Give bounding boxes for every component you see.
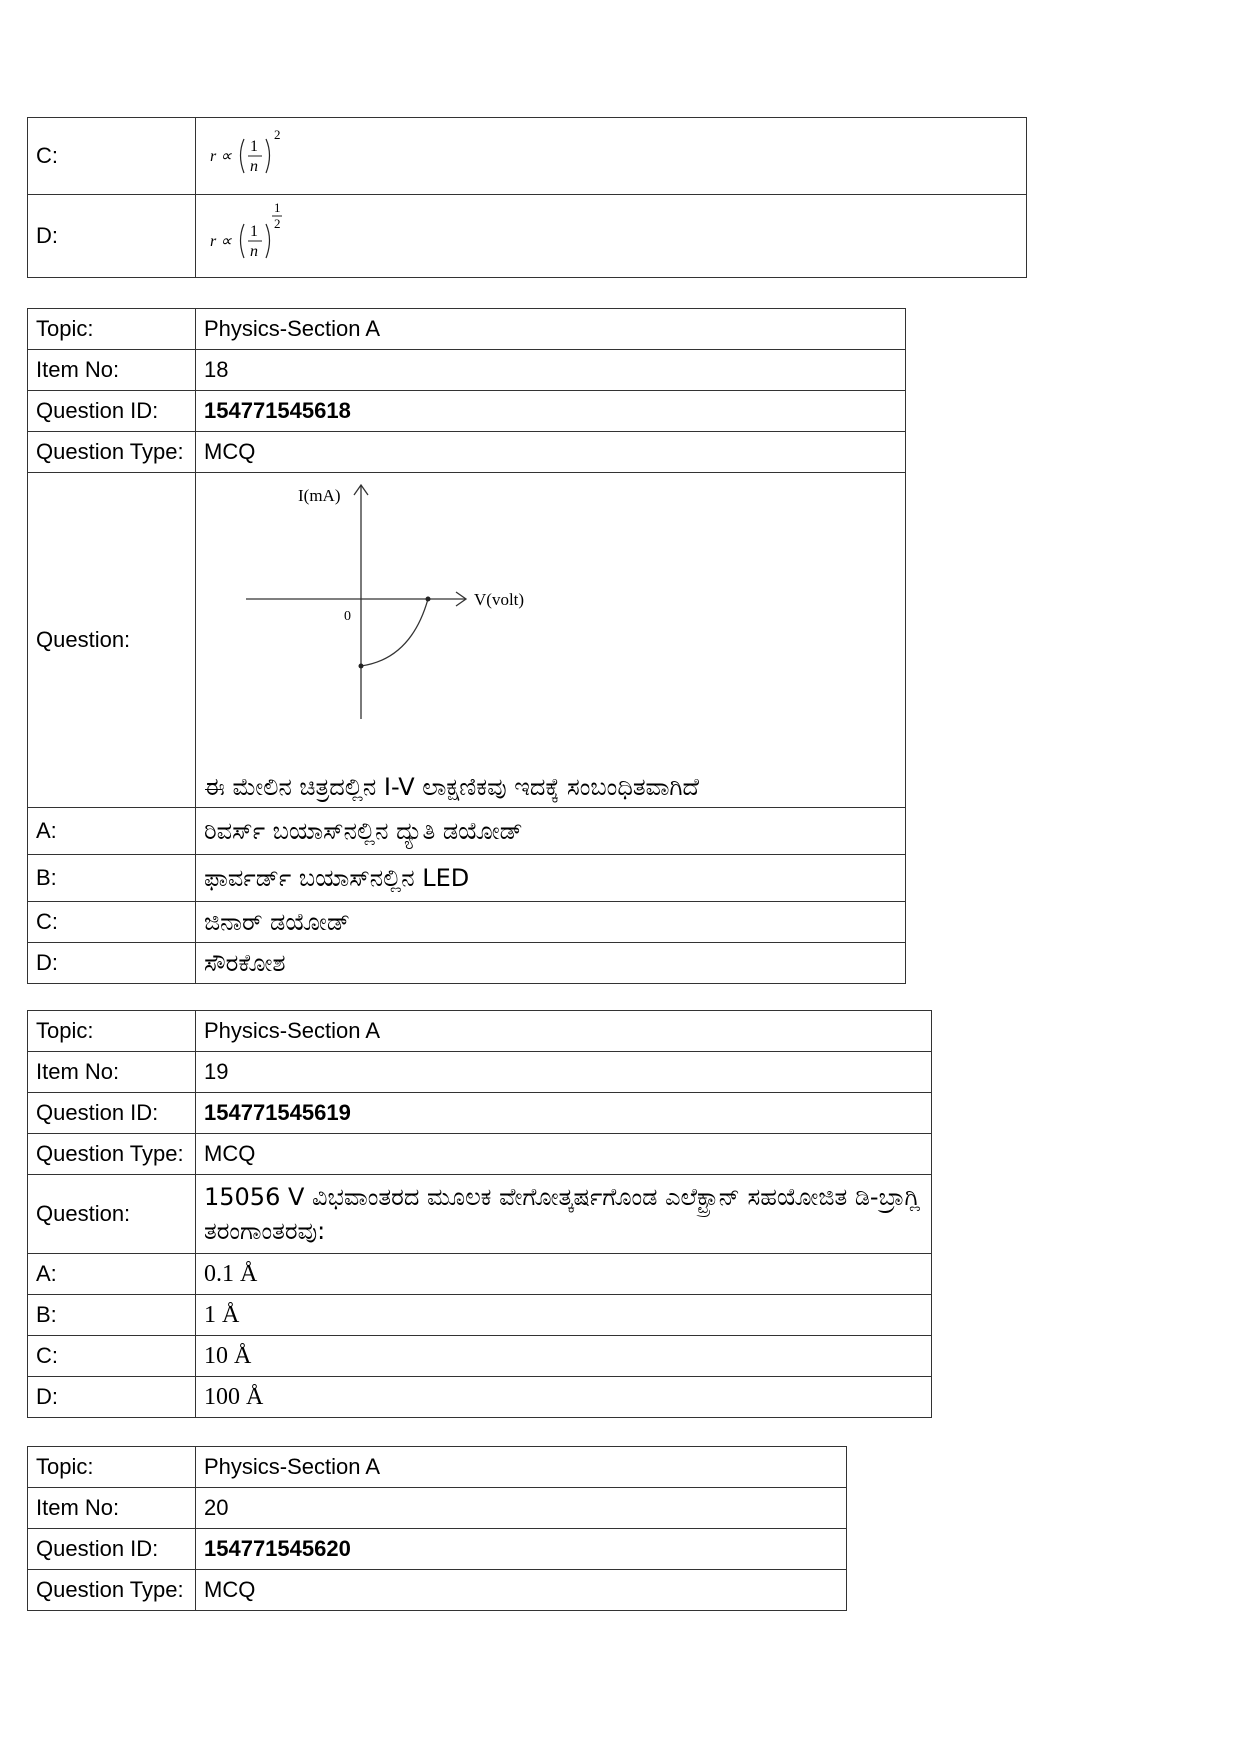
option-label: B:	[28, 1295, 196, 1336]
option-row	[28, 808, 906, 855]
x-axis-label: V(volt)	[474, 590, 525, 609]
topic-value: Physics-Section A	[196, 1447, 847, 1488]
question-type-row	[28, 432, 906, 473]
option-formula	[196, 118, 1027, 195]
question-id-text: 154771545618	[204, 398, 351, 423]
option-label: A:	[28, 1254, 196, 1295]
svg-text:n: n	[250, 158, 258, 175]
option-text: ರಿವರ್ಸ್ ಬಯಾಸ್‌ನಲ್ಲಿನ ದ್ಯುತಿ ಡಯೋಡ್	[196, 808, 906, 855]
question-table-20	[27, 1446, 847, 1611]
question-type-label: Question Type:	[28, 1570, 196, 1611]
topic-row	[28, 309, 906, 350]
question-table-18	[27, 308, 906, 984]
question-table-19	[27, 1010, 932, 1418]
option-row	[28, 943, 906, 984]
option-text: 1 Å	[196, 1295, 932, 1336]
topic-row	[28, 1011, 932, 1052]
topic-row	[28, 1447, 847, 1488]
question-text: 15056 V ವಿಭವಾಂತರದ ಮೂಲಕ ವೇಗೋತ್ಕರ್ಷಗೊಂಡ ಎಲೆಕ್ಟ್ರಾನ್ ಸಹಯೋಜಿತ ಡಿ-ಬ್ರಾಗ್ಲಿ ತರಂಗಾಂತರವು:	[196, 1175, 932, 1254]
topic-label: Topic:	[28, 1447, 196, 1488]
item-label: Item No:	[28, 1052, 196, 1093]
topic-value: Physics-Section A	[196, 309, 906, 350]
option-row	[28, 1254, 932, 1295]
question-id-row	[28, 391, 906, 432]
option-text: ಫಾರ್ವರ್ಡ್ ಬಯಾಸ್‌ನಲ್ಲಿನ LED	[196, 855, 906, 902]
option-label: C:	[28, 1336, 196, 1377]
item-label: Item No:	[28, 1488, 196, 1529]
option-row	[28, 195, 1027, 278]
question-text: ಈ ಮೇಲಿನ ಚಿತ್ರದಲ್ಲಿನ I-V ಲಾಕ್ಷಣಿಕವು ಇದಕ್ಕೆ ಸಂಬಂಧಿತವಾಗಿದೆ	[204, 773, 700, 801]
question-id-row	[28, 1529, 847, 1570]
option-formula	[196, 195, 1027, 278]
item-value: 19	[196, 1052, 932, 1093]
option-label: A:	[28, 808, 196, 855]
item-row	[28, 1488, 847, 1529]
question-id-text: 154771545619	[204, 1100, 351, 1125]
svg-text:1: 1	[274, 200, 281, 215]
option-text: 10 Å	[196, 1336, 932, 1377]
option-text: ಸೌರಕೋಶ	[196, 943, 906, 984]
question-id-label: Question ID:	[28, 391, 196, 432]
topic-label: Topic:	[28, 309, 196, 350]
svg-text:1: 1	[250, 223, 258, 240]
y-axis-label: I(mA)	[298, 486, 341, 505]
topic-label: Topic:	[28, 1011, 196, 1052]
question-label: Question:	[28, 473, 196, 808]
question-type-value: MCQ	[196, 432, 906, 473]
option-row	[28, 902, 906, 943]
option-row	[28, 118, 1027, 195]
item-row	[28, 1052, 932, 1093]
svg-text:r ∝: r ∝	[210, 233, 232, 250]
option-row	[28, 855, 906, 902]
question-row	[28, 473, 906, 808]
question-id-value	[196, 391, 906, 432]
svg-text:2: 2	[274, 127, 281, 142]
question-type-row	[28, 1134, 932, 1175]
svg-text:r ∝: r ∝	[210, 148, 232, 165]
question-id-label: Question ID:	[28, 1529, 196, 1570]
item-label: Item No:	[28, 350, 196, 391]
iv-characteristic-graph	[216, 479, 536, 729]
item-value: 18	[196, 350, 906, 391]
option-label: D:	[28, 943, 196, 984]
question-row	[28, 1175, 932, 1254]
svg-text:1: 1	[250, 138, 258, 155]
option-row	[28, 1377, 932, 1418]
question-type-value: MCQ	[196, 1134, 932, 1175]
question-id-value	[196, 1093, 932, 1134]
item-value: 20	[196, 1488, 847, 1529]
option-row	[28, 1295, 932, 1336]
question-type-value: MCQ	[196, 1570, 847, 1611]
question-type-label: Question Type:	[28, 1134, 196, 1175]
option-text: 100 Å	[196, 1377, 932, 1418]
question-id-value	[196, 1529, 847, 1570]
question-content	[196, 473, 906, 808]
formula-r-prop-1-over-n-sqrt	[204, 198, 294, 268]
question-id-label: Question ID:	[28, 1093, 196, 1134]
question-label: Question:	[28, 1175, 196, 1254]
prev-question-options-table	[27, 117, 1027, 278]
option-label: D:	[28, 1377, 196, 1418]
option-label: D:	[28, 195, 196, 278]
formula-r-prop-1-over-n-squared	[204, 121, 294, 185]
option-label: C:	[28, 118, 196, 195]
topic-value: Physics-Section A	[196, 1011, 932, 1052]
option-text: 0.1 Å	[196, 1254, 932, 1295]
option-label: C:	[28, 902, 196, 943]
question-id-row	[28, 1093, 932, 1134]
item-row	[28, 350, 906, 391]
option-text: ಜಿನಾರ್ ಡಯೋಡ್	[196, 902, 906, 943]
option-row	[28, 1336, 932, 1377]
svg-text:n: n	[250, 243, 258, 260]
svg-text:2: 2	[274, 216, 281, 231]
question-type-row	[28, 1570, 847, 1611]
origin-label: 0	[344, 609, 351, 624]
question-type-label: Question Type:	[28, 432, 196, 473]
question-id-text: 154771545620	[204, 1536, 351, 1561]
option-label: B:	[28, 855, 196, 902]
